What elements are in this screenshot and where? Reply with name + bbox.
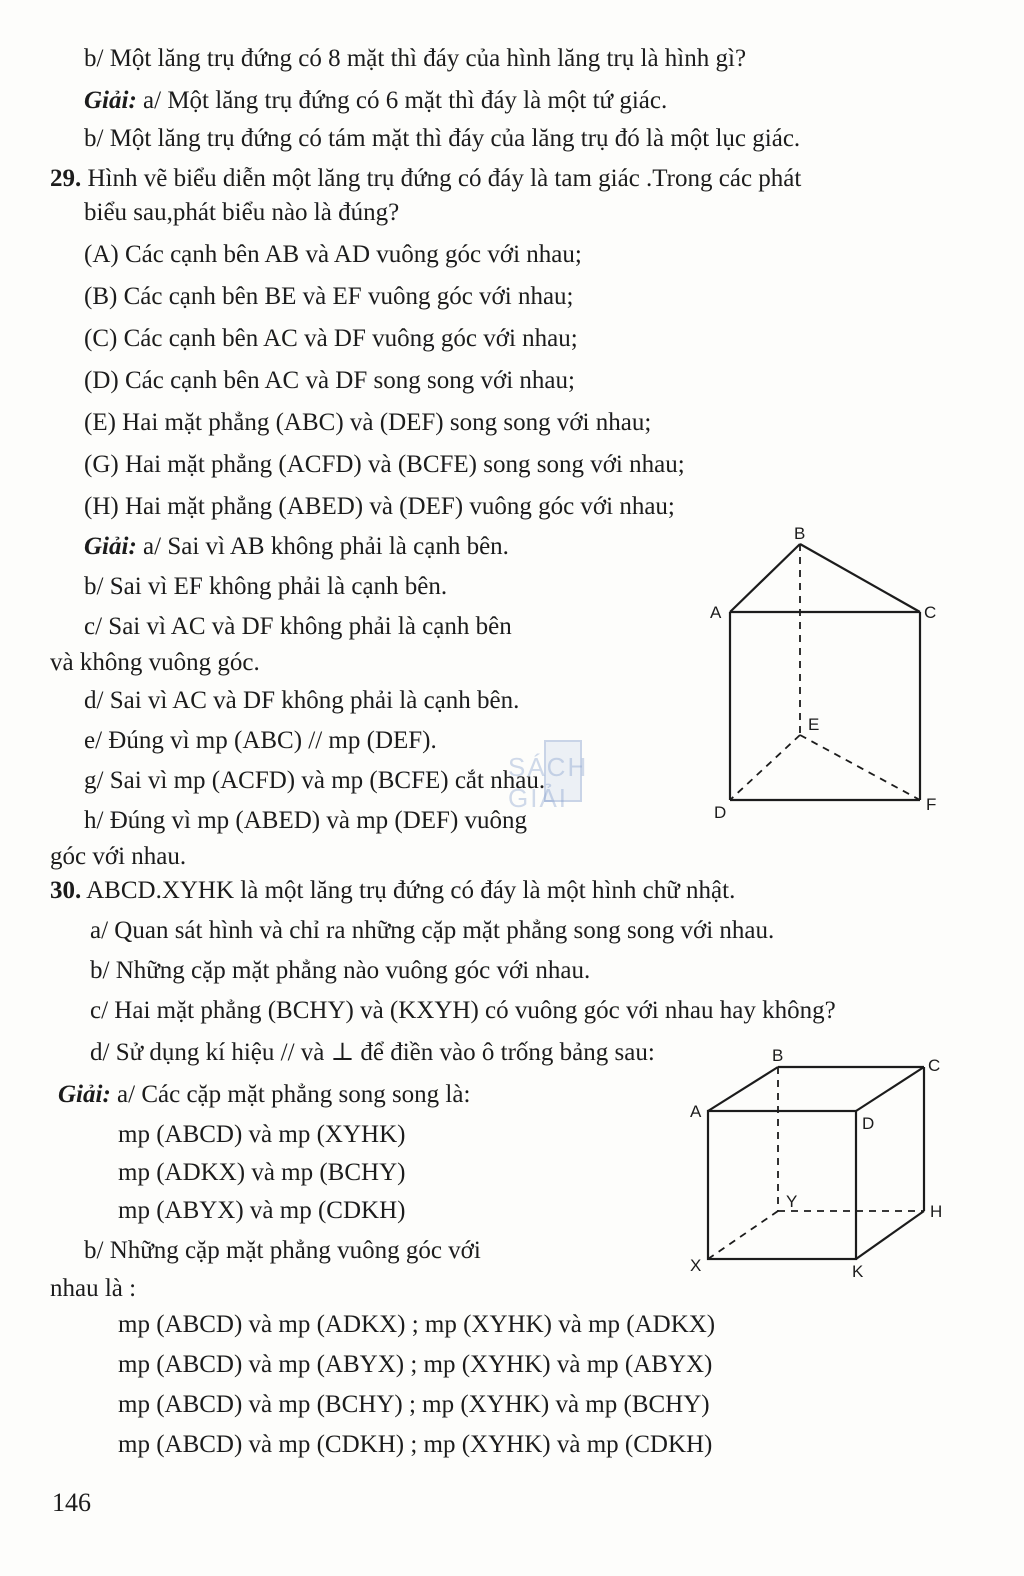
problem-29-stem	[50, 164, 801, 194]
parallel-pair-1: mp (ABCD) và mp (XYHK)	[118, 1121, 406, 1148]
p30-solution-b-cont: nhau là :	[50, 1275, 137, 1302]
perpendicular-pair-4: mp (ABCD) và mp (CDKH) ; mp (XYHK) và mp (CDKH)	[118, 1431, 713, 1458]
rectangular-prism-figure	[680, 1045, 960, 1285]
problem-30-stem-text: ABCD.XYHK là một lăng trụ đứng có đáy là một hình chữ nhật.	[81, 877, 736, 904]
option-d: (D) Các cạnh bên AC và DF song song với nhau;	[84, 367, 575, 394]
label-d: D	[714, 803, 727, 822]
p29-solution-g: g/ Sai vì mp (ACFD) và mp (BCFE) cắt nhau.	[84, 767, 546, 794]
label-a: A	[710, 603, 722, 622]
label-x: X	[690, 1256, 702, 1275]
label-f: F	[926, 795, 937, 814]
problem-29-stem-cont: biểu sau,phát biểu nào là đúng?	[84, 199, 400, 226]
problem-number: 29.	[50, 165, 82, 192]
label-k: K	[852, 1262, 864, 1281]
option-e: (E) Hai mặt phẳng (ABC) và (DEF) song song với nhau;	[84, 409, 652, 436]
edge-yx-hidden	[708, 1211, 778, 1259]
parallel-pair-2: mp (ADKX) và mp (BCHY)	[118, 1159, 406, 1186]
label-c: C	[928, 1056, 941, 1075]
p30-question-b: b/ Những cặp mặt phẳng nào vuông góc với nhau.	[90, 957, 591, 984]
option-c: (C) Các cạnh bên AC và DF vuông góc với nhau;	[84, 325, 578, 352]
p29-solution-b: b/ Sai vì EF không phải là cạnh bên.	[84, 573, 448, 600]
prev-solution-b: b/ Một lăng trụ đứng có tám mặt thì đáy của lăng trụ đó là một lục giác.	[84, 125, 801, 152]
label-h: H	[930, 1202, 943, 1221]
label-c: C	[924, 603, 937, 622]
label-b: B	[772, 1046, 784, 1065]
perpendicular-pair-1: mp (ABCD) và mp (ADKX) ; mp (XYHK) và mp (ADKX)	[118, 1311, 716, 1338]
watermark-text: SÁCH GIẢI	[508, 752, 589, 813]
label-e: E	[808, 715, 820, 734]
solution-label: Giải:	[58, 1081, 111, 1108]
p29-solution-d: d/ Sai vì AC và DF không phải là cạnh bên.	[84, 687, 520, 714]
page-number: 146	[52, 1488, 91, 1517]
p29-solution-e: e/ Đúng vì mp (ABC) // mp (DEF).	[84, 727, 437, 754]
label-d: D	[862, 1114, 875, 1133]
option-g: (G) Hai mặt phẳng (ACFD) và (BCFE) song song với nhau;	[84, 451, 685, 478]
prev-solution-a-text: a/ Một lăng trụ đứng có 6 mặt thì đáy là một tứ giác.	[136, 87, 668, 114]
edge-bc	[800, 544, 920, 612]
problem-29-stem-text: Hình vẽ biểu diễn một lăng trụ đứng có đáy là tam giác .Trong các phát	[81, 165, 802, 192]
prev-question-b: b/ Một lăng trụ đứng có 8 mặt thì đáy của hình lăng trụ là hình gì?	[84, 45, 747, 72]
perpendicular-pair-3: mp (ABCD) và mp (BCHY) ; mp (XYHK) và mp (BCHY)	[118, 1391, 710, 1418]
edge-dc	[856, 1067, 924, 1111]
p30-question-d: d/ Sử dụng kí hiệu // và ⊥ để điền vào ô trống bảng sau:	[90, 1039, 655, 1066]
p30-solution-a	[58, 1080, 470, 1110]
p29-solution-h: h/ Đúng vì mp (ABED) và mp (DEF) vuông	[84, 807, 528, 834]
p30-question-c: c/ Hai mặt phẳng (BCHY) và (KXYH) có vuông góc với nhau hay không?	[90, 997, 836, 1024]
label-y: Y	[786, 1192, 798, 1211]
parallel-pair-3: mp (ABYX) và mp (CDKH)	[118, 1197, 406, 1224]
watermark-logo	[508, 740, 618, 813]
triangular-prism-figure	[700, 520, 960, 830]
front-face	[708, 1111, 856, 1259]
p29-solution-h-cont: góc với nhau.	[50, 843, 187, 870]
edge-ef-hidden	[800, 735, 920, 800]
problem-30-stem	[50, 876, 735, 906]
option-a: (A) Các cạnh bên AB và AD vuông góc với nhau;	[84, 241, 582, 268]
p29-solution-a-text: a/ Sai vì AB không phải là cạnh bên.	[136, 533, 509, 560]
prev-solution-a	[84, 86, 667, 116]
p29-solution-c: c/ Sai vì AC và DF không phải là cạnh bên	[84, 613, 512, 640]
problem-number: 30.	[50, 877, 82, 904]
solution-label: Giải:	[84, 87, 137, 114]
p30-solution-a-text: a/ Các cặp mặt phẳng song song là:	[110, 1081, 471, 1108]
edge-ab	[708, 1067, 778, 1111]
p30-question-a: a/ Quan sát hình và chỉ ra những cặp mặt phẳng song song với nhau.	[90, 917, 775, 944]
label-b: B	[794, 524, 806, 543]
p29-solution-c-cont: và không vuông góc.	[50, 649, 260, 676]
p29-solution-a	[84, 532, 509, 562]
option-b: (B) Các cạnh bên BE và EF vuông góc với nhau;	[84, 283, 574, 310]
perpendicular-pair-2: mp (ABCD) và mp (ABYX) ; mp (XYHK) và mp (ABYX)	[118, 1351, 713, 1378]
edge-kh	[856, 1211, 924, 1259]
edge-de-hidden	[730, 735, 800, 800]
p30-solution-b: b/ Những cặp mặt phẳng vuông góc với	[84, 1237, 481, 1264]
solution-label: Giải:	[84, 533, 137, 560]
edge-ab	[730, 544, 800, 612]
label-a: A	[690, 1102, 702, 1121]
option-h: (H) Hai mặt phẳng (ABED) và (DEF) vuông góc với nhau;	[84, 493, 675, 520]
